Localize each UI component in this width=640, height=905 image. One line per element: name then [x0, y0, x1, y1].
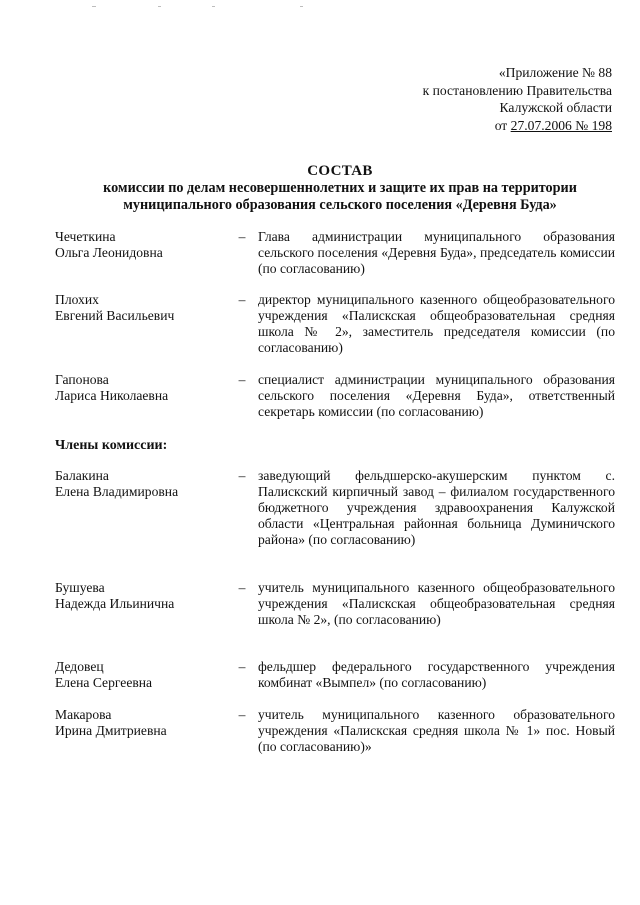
appendix-header — [423, 64, 612, 134]
date-prefix: от — [494, 117, 511, 133]
person-name — [55, 468, 230, 500]
dash-separator: – — [238, 372, 246, 387]
person-role: учитель муниципального казенного общеобразовательного учреждения «Палискская общеобразовательная средняя школа № 2», (по согласованию) — [258, 580, 615, 627]
given-name: Елена Владимировна — [55, 484, 179, 499]
given-name: Ирина Дмитриевна — [55, 723, 167, 738]
date-value: 27.07.2006 № 198 — [510, 117, 612, 133]
dash-separator: – — [238, 292, 246, 307]
title-heading: СОСТАВ — [307, 163, 373, 179]
appendix-number: «Приложение № 88 — [498, 65, 612, 80]
person-role: Глава администрации муниципального образования сельского поселения «Деревня Буда», председатель комиссии (по согласованию) — [258, 229, 615, 276]
appendix-date — [423, 117, 612, 135]
surname: Макарова — [55, 707, 112, 722]
person-name — [55, 707, 230, 739]
title-line-2: муниципального образования сельского поселения «Деревня Буда» — [123, 197, 557, 213]
given-name: Надежда Ильинична — [55, 596, 175, 611]
person-role: директор муниципального казенного общеобразовательного учреждения «Палискская общеобразовательная средняя школа № 2», заместитель председателя комиссии (по согласованию) — [258, 292, 615, 355]
title-line-1: комиссии по делам несовершеннолетних и защите их прав на территории — [103, 180, 577, 196]
document-title — [40, 163, 640, 214]
scan-artifact — [92, 6, 96, 7]
dash-separator: – — [238, 580, 246, 595]
person-role: учитель муниципального казенного образовательного учреждения «Палискская средняя школа № 1» пос. Новый (по согласованию)» — [258, 707, 615, 754]
given-name: Елена Сергеевна — [55, 675, 153, 690]
given-name: Ольга Леонидовна — [55, 245, 163, 260]
person-role: заведующий фельдшерско-акушерским пунктом с. Палискский кирпичный завод – филиалом государственного бюджетного учреждения здравоохранения Калужской области «Центральная районная больница Думиничского района» (по согласованию) — [258, 468, 615, 547]
dash-separator: – — [238, 468, 246, 483]
person-role: специалист администрации муниципального образования сельского поселения «Деревня Буда», ответственный секретарь комиссии (по согласованию) — [258, 372, 615, 419]
person-name — [55, 292, 230, 324]
appendix-resolution: к постановлению Правительства — [422, 82, 612, 98]
surname: Балакина — [55, 468, 109, 483]
dash-separator: – — [238, 659, 246, 674]
scan-artifact — [300, 6, 303, 7]
surname: Плохих — [55, 292, 99, 307]
surname: Чечеткина — [55, 229, 116, 244]
person-name — [55, 659, 230, 691]
surname: Дедовец — [55, 659, 104, 674]
person-name — [55, 372, 230, 404]
surname: Гапонова — [55, 372, 109, 387]
person-role: фельдшер федерального государственного учреждения комбинат «Вымпел» (по согласованию) — [258, 659, 615, 690]
dash-separator: – — [238, 707, 246, 722]
members-heading: Члены комиссии: — [55, 438, 168, 453]
surname: Бушуева — [55, 580, 105, 595]
dash-separator: – — [238, 229, 246, 244]
given-name: Лариса Николаевна — [55, 388, 169, 403]
scan-artifact — [158, 6, 161, 7]
appendix-region: Калужской области — [499, 100, 612, 115]
person-name — [55, 580, 230, 612]
scan-artifact — [212, 6, 215, 7]
given-name: Евгений Васильевич — [55, 308, 175, 323]
person-name — [55, 229, 230, 261]
